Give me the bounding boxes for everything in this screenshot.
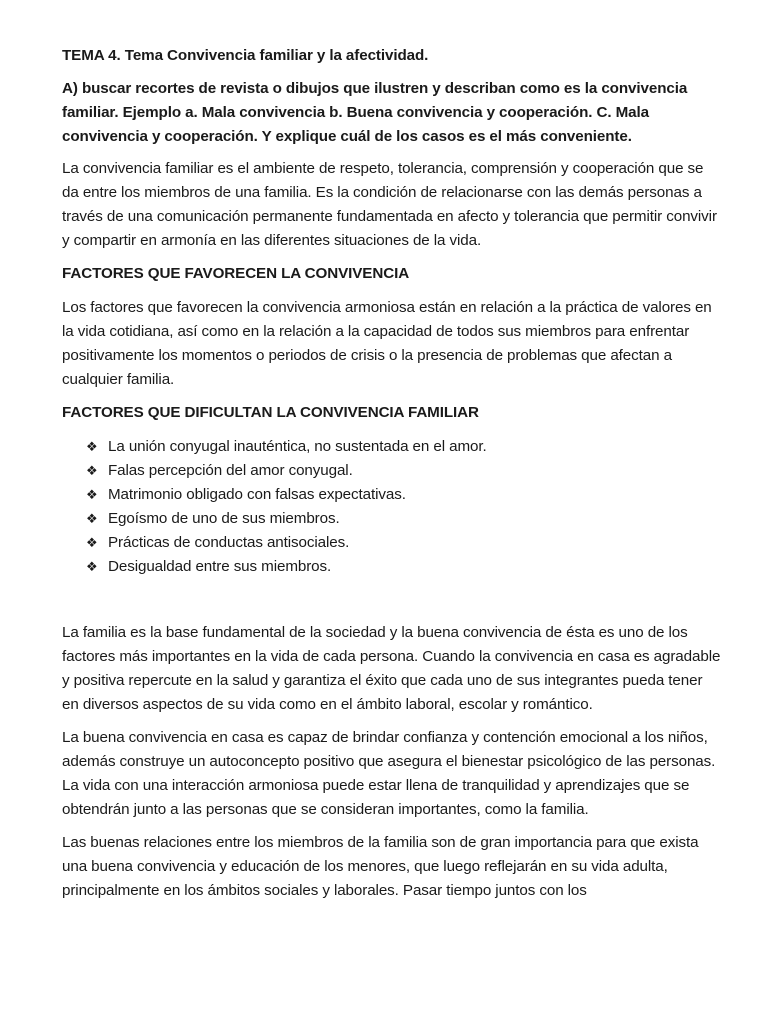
list-item-text: Prácticas de conductas antisociales. [108,534,350,551]
list-item [86,459,722,483]
list-item [86,531,722,555]
list-item [86,555,722,579]
intro-paragraph: La convivencia familiar es el ambiente de respeto, tolerancia, comprensión y cooperación que se da entre los miembros de una familia. Es la condición de relacionarse con las demás personas a través de una comunicación permanente fundamentada en afecto y tolerancia que permitir convivir y compartir en armonía en las diferentes situaciones de la vida. [62,160,717,249]
diamond-bullet-icon: ❖ [86,511,98,526]
factors-list [62,435,722,579]
diamond-bullet-icon: ❖ [86,559,98,574]
document-page [62,44,722,912]
document-title: TEMA 4. Tema Convivencia familiar y la afectividad. [62,47,429,64]
list-item [86,483,722,507]
relaciones-paragraph: Las buenas relaciones entre los miembros de la familia son de gran importancia para que exista una buena convivencia y educación de los menores, que luego reflejarán en su vida adulta, principalmente en los ámbitos sociales y laborales. Pasar tiempo juntos con los [62,834,699,899]
list-item-text: Falas percepción del amor conyugal. [108,462,353,479]
favorecen-paragraph: Los factores que favorecen la convivencia armoniosa están en relación a la práctica de valores en la vida cotidiana, así como en la relación a la capacidad de todos sus miembros para enfrentar positivamente los momentos o periodos de crisis o la presencia de problemas que afectan a cualquier familia. [62,299,712,388]
base-paragraph: La familia es la base fundamental de la sociedad y la buena convivencia de ésta es uno de los factores más importantes en la vida de cada persona. Cuando la convivencia en casa es agradable y positiva repercute en la salud y garantiza el éxito que cada uno de sus integrantes pueda tener en diversos aspectos de su vida como en el ámbito laboral, escolar y romántico. [62,624,721,713]
diamond-bullet-icon: ❖ [86,439,98,454]
list-item-text: Matrimonio obligado con falsas expectativas. [108,486,406,503]
list-item [86,507,722,531]
task-instructions: A) buscar recortes de revista o dibujos que ilustren y describan como es la convivencia familiar. Ejemplo a. Mala convivencia b. Buena convivencia y cooperación. C. Mala convivencia y cooperación. Y explique cuál de los casos es el más conveniente. [62,80,688,145]
buena-convivencia-paragraph: La buena convivencia en casa es capaz de brindar confianza y contención emocional a los niños, además construye un autoconcepto positivo que asegura el bienestar psicológico de las personas. La vida con una interacción armoniosa puede estar llena de tranquilidad y aprendizajes que se obtendrán junto a las personas que se consideran importantes, como la familia. [62,729,716,818]
diamond-bullet-icon: ❖ [86,535,98,550]
list-item-text: La unión conyugal inauténtica, no sustentada en el amor. [108,438,487,455]
list-item-text: Desigualdad entre sus miembros. [108,558,332,575]
list-item-text: Egoísmo de uno de sus miembros. [108,510,340,527]
heading-dificultan: FACTORES QUE DIFICULTAN LA CONVIVENCIA FAMILIAR [62,404,479,421]
list-item [86,435,722,459]
heading-favorecen: FACTORES QUE FAVORECEN LA CONVIVENCIA [62,265,410,282]
diamond-bullet-icon: ❖ [86,487,98,502]
diamond-bullet-icon: ❖ [86,463,98,478]
